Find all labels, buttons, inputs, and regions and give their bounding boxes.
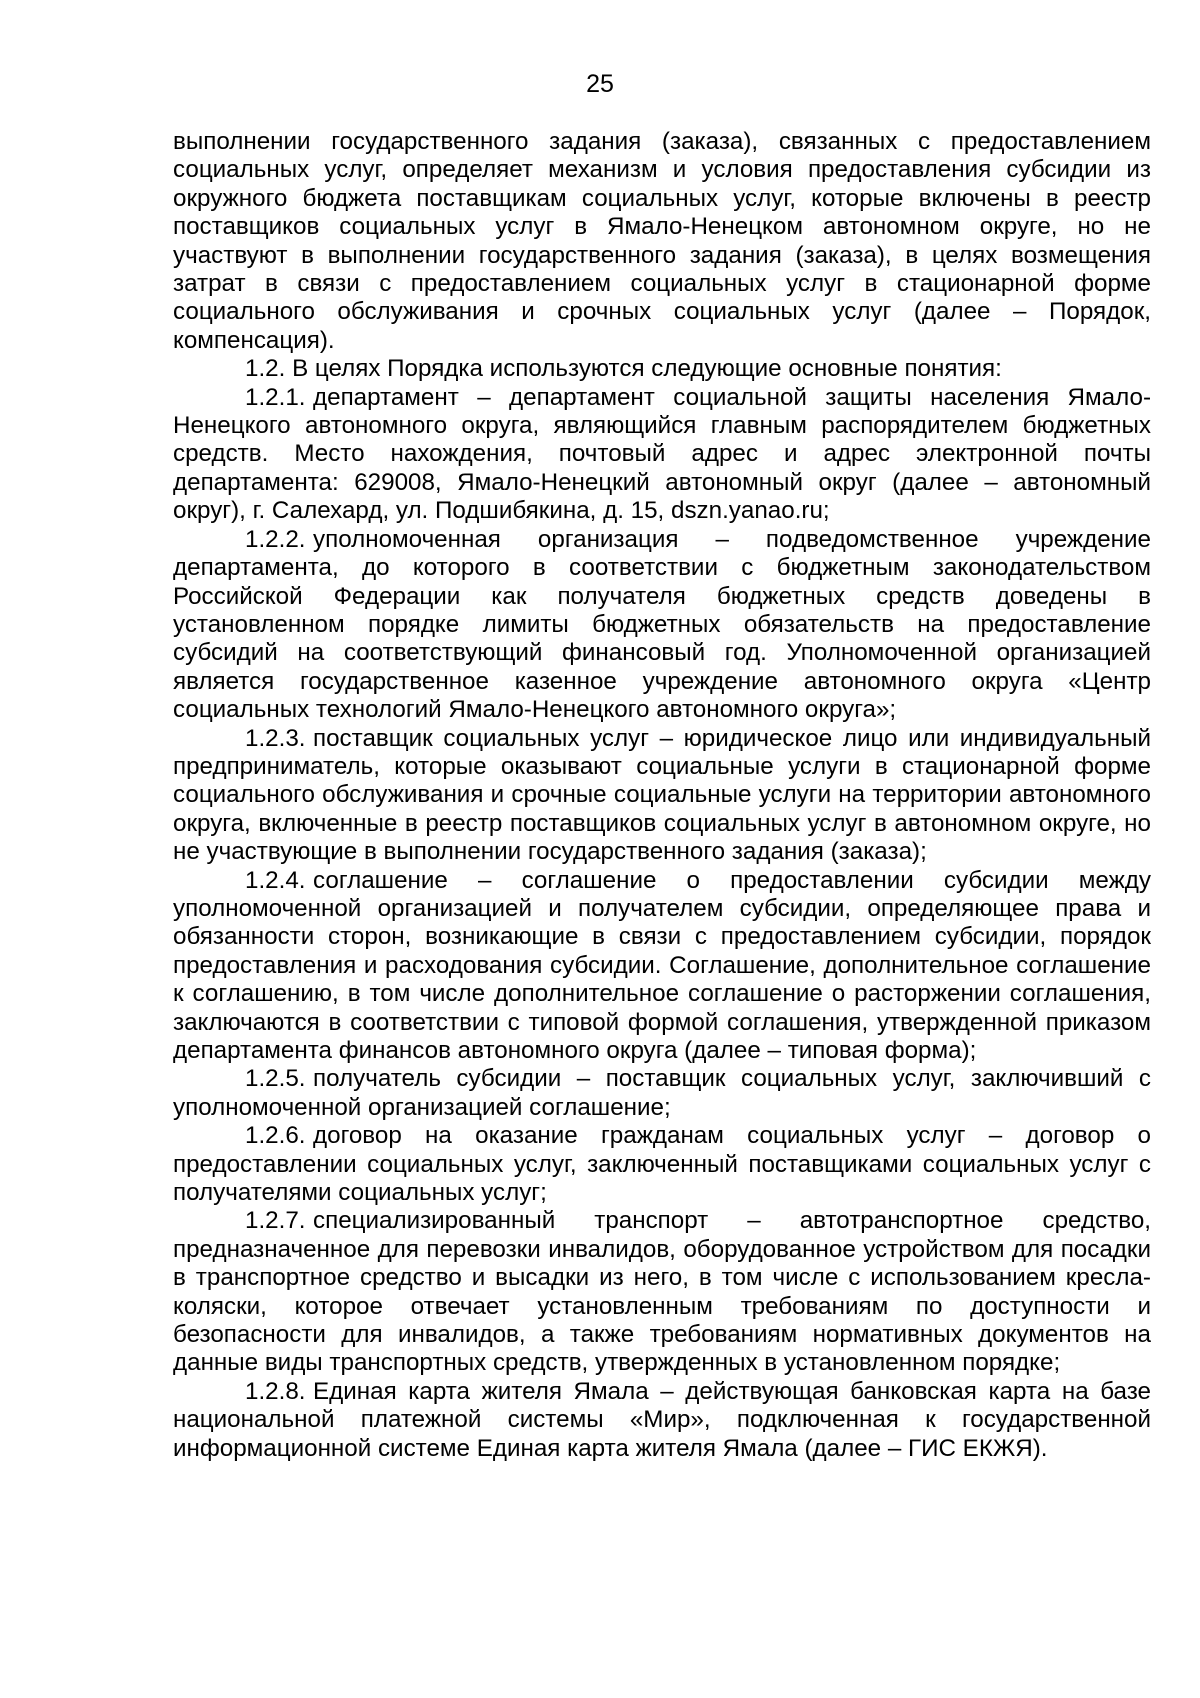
paragraph-text: уполномоченная организация – подведомственное учреждение департамента, до которого в соответствии с бюджетным законодательством Российской Федерации как получателя бюджетных средств доведены в установленном порядке лимиты бюджетных обязательств на предоставление субсидий на соответствующий финансовый год. Уполномоченной организацией является государственное казенное учреждение автономного округа «Центр социальных технологий Ямало-Ненецкого автономного округа»; — [173, 525, 1151, 724]
paragraph-text: получатель субсидии – поставщик социальных услуг, заключивший с уполномоченной организацией соглашение; — [173, 1065, 1151, 1121]
paragraph-1-2-2 — [173, 526, 1151, 725]
paragraph-1-2-1 — [173, 384, 1151, 526]
paragraph-1-2-8 — [173, 1378, 1151, 1463]
clause-number: 1.2.3. — [245, 724, 306, 752]
clause-number: 1.2.8. — [245, 1377, 306, 1405]
clause-number: 1.2.6. — [245, 1122, 306, 1150]
paragraph-text: департамент – департамент социальной защиты населения Ямало-Ненецкого автономного округа, являющийся главным распорядителем бюджетных средств. Место нахождения, почтовый адрес и адрес электронной почты департамента: 629008, Ямало-Ненецкий автономный округ (далее – автономный округ), г. Салехард, ул. Подшибякина, д. 15, dszn.yanao.ru; — [173, 383, 1151, 525]
paragraph-text: договор на оказание гражданам социальных услуг – договор о предоставлении социальных услуг, заключенный поставщиками социальных услуг с получателями социальных услуг; — [173, 1122, 1151, 1207]
paragraph-1-2 — [173, 355, 1151, 383]
clause-number: 1.2.4. — [245, 866, 306, 894]
clause-number: 1.2.7. — [245, 1207, 306, 1235]
paragraph-1-2-5 — [173, 1065, 1151, 1122]
paragraph-1-2-7 — [173, 1207, 1151, 1377]
paragraph-text: 1.2. В целях Порядка используются следующие основные понятия: — [245, 355, 1002, 383]
paragraph-text: выполнении государственного задания (заказа), связанных с предоставлением социальных услуг, определяет механизм и условия предоставления субсидии из окружного бюджета поставщикам социальных услуг, которые включены в реестр поставщиков социальных услуг в Ямало-Ненецком автономном округе, но не участвуют в выполнении государственного задания (заказа), в целях возмещения затрат в связи с предоставлением социальных услуг в стационарной форме социального обслуживания и срочных социальных услуг (далее – Порядок, компенсация). — [173, 128, 1151, 354]
clause-number: 1.2.2. — [245, 525, 306, 553]
paragraph-1-2-4 — [173, 867, 1151, 1066]
clause-number: 1.2.1. — [245, 383, 306, 411]
paragraph-text: поставщик социальных услуг – юридическое лицо или индивидуальный предприниматель, которые оказывают социальные услуги в стационарной форме социального обслуживания и срочные социальные услуги на территории автономного округа, включенные в реестр поставщиков социальных услуг в автономном округе, но не участвующие в выполнении государственного задания (заказа); — [173, 724, 1151, 866]
page-number: 25 — [586, 70, 614, 98]
paragraph-1-2-3 — [173, 725, 1151, 867]
paragraph-text: соглашение – соглашение о предоставлении субсидии между уполномоченной организацией и получателем субсидии, определяющее права и обязанности сторон, возникающие в связи с предоставлением субсидии, порядок предоставления и расходования субсидии. Соглашение, дополнительное соглашение к соглашению, в том числе дополнительное соглашение о расторжении соглашения, заключаются в соответствии с типовой формой соглашения, утвержденной приказом департамента финансов автономного округа (далее – типовая форма); — [173, 866, 1151, 1064]
paragraph-text: Единая карта жителя Ямала – действующая банковская карта на базе национальной платежной системы «Мир», подключенная к государственной информационной системе Единая карта жителя Ямала (далее – ГИС ЕКЖЯ). — [173, 1377, 1151, 1462]
clause-number: 1.2.5. — [245, 1065, 306, 1093]
paragraph-1-2-6 — [173, 1122, 1151, 1207]
paragraph-intro-continuation — [173, 128, 1151, 355]
paragraph-text: специализированный транспорт – автотранспортное средство, предназначенное для перевозки инвалидов, оборудованное устройством для посадки в транспортное средство и высадки из него, в том числе с использованием кресла-коляски, которое отвечает установленным требованиям по доступности и безопасности для инвалидов, а также требованиям нормативных документов на данные виды транспортных средств, утвержденных в установленном порядке; — [173, 1207, 1151, 1377]
document-body — [173, 128, 1151, 1463]
